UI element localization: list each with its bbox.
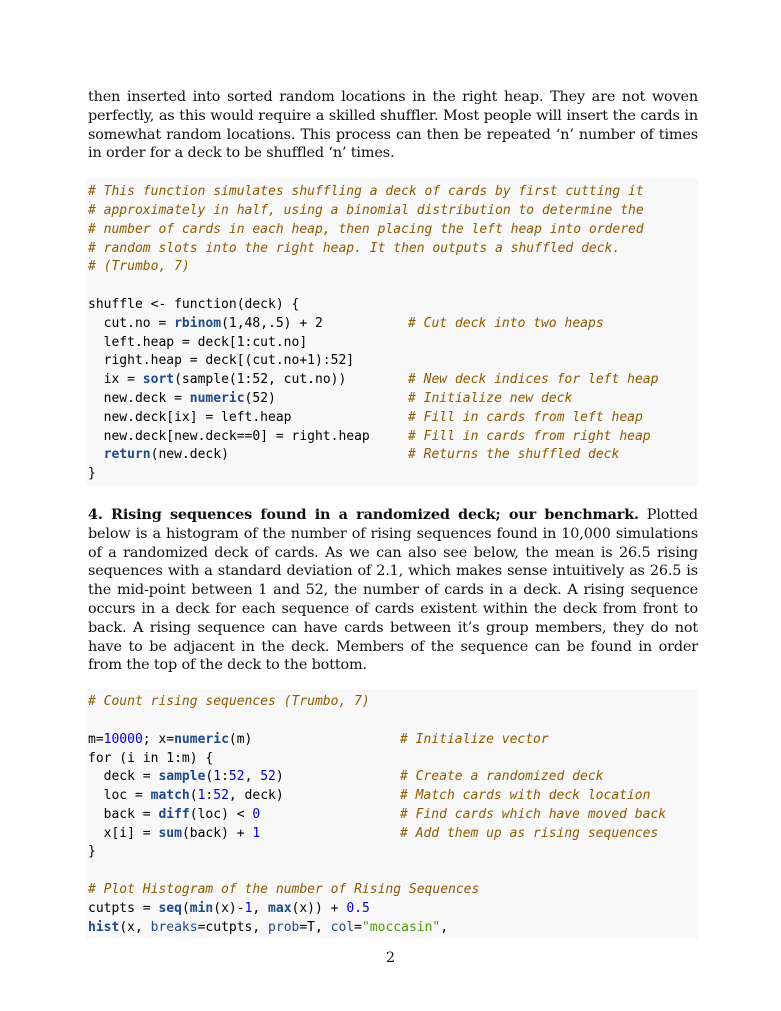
code1-comment-1: # This function simulates shuffling a deck of cards by first cutting it bbox=[88, 184, 644, 200]
code2-line-4: loc = match(1:52, deck) # Match cards with deck location bbox=[88, 787, 698, 806]
code1-line-args: (52) bbox=[244, 390, 276, 406]
code1-line-comment: # Fill in cards from right heap bbox=[408, 428, 651, 444]
code1-line-comment: # Returns the shuffled deck bbox=[408, 447, 620, 463]
code2-line-3-comment: # Create a randomized deck bbox=[400, 769, 604, 785]
code1-comment-2: # approximately in half, using a binomial distribution to determine the bbox=[88, 202, 644, 218]
code1-line-comment: # New deck indices for left heap bbox=[408, 372, 659, 388]
code2-line-1-comment: # Initialize vector bbox=[400, 731, 549, 747]
code2-line-4-comment: # Match cards with deck location bbox=[400, 788, 651, 804]
code2-line-2: for (i in 1:m) { bbox=[88, 750, 214, 766]
section4-heading: 4. Rising sequences found in a randomized deck; our benchmark. bbox=[88, 505, 639, 523]
code1-line-comment: # Initialize new deck bbox=[408, 390, 573, 406]
moccasin-string: "moccasin" bbox=[361, 919, 441, 935]
code1-line-args: (new.deck) bbox=[150, 447, 229, 463]
code1-func-def: shuffle <- function(deck) { bbox=[88, 296, 300, 312]
code1-line-function: numeric bbox=[189, 390, 245, 406]
code1-body bbox=[88, 315, 698, 465]
code1-closing: } bbox=[88, 466, 96, 482]
code1-line bbox=[88, 390, 698, 409]
code1-comment-5: # (Trumbo, 7) bbox=[88, 259, 190, 275]
code2-blank-1 bbox=[88, 712, 698, 731]
code2-line-5-comment: # Find cards which have moved back bbox=[400, 806, 667, 822]
code1-line-prefix: right.heap = deck[(cut.no+1):52] bbox=[88, 353, 355, 369]
page-number: 2 bbox=[385, 950, 396, 966]
code2-title-comment: # Count rising sequences (Trumbo, 7) bbox=[88, 694, 370, 710]
code1-line-args: (sample(1:52, cut.no)) bbox=[174, 372, 347, 388]
section4-text: Plotted below is a histogram of the number of rising sequences found in 10,000 simulations of a randomized deck of cards. As we can also see below, the mean is 26.5 rising sequences with a standard deviation of 2.1, which makes sense intuitively as 26.5 is the mid-point between 1 and 52, the number of cards in a deck. A rising sequence occurs in a deck for each sequence of cards existent within the deck from front to back. A rising sequence can have cards between it’s group members, they do not have to be adjacent in the deck. Members of the sequence can be found in order from the top of the deck to the bottom. bbox=[88, 506, 698, 674]
code1-line bbox=[88, 334, 698, 353]
code2-line-hist: hist(x, breaks=cutpts, prob=T, col="moccasin", bbox=[88, 919, 449, 935]
code1-line bbox=[88, 409, 698, 428]
code1-line-prefix: new.deck[new.deck==0] = right.heap bbox=[88, 428, 370, 444]
code2-line-cutpts: cutpts = seq(min(x)-1, max(x)) + 0.5 bbox=[88, 900, 370, 916]
shuffle-code-block bbox=[86, 179, 698, 486]
code1-blank bbox=[88, 277, 698, 296]
code1-line-prefix bbox=[88, 447, 104, 462]
code1-comment-3: # number of cards in each heap, then placing the left heap into ordered bbox=[88, 221, 644, 237]
code1-line-prefix: new.deck = bbox=[88, 390, 190, 406]
code1-line-function: sort bbox=[142, 372, 175, 388]
code1-comment-4: # random slots into the right heap. It then outputs a shuffled deck. bbox=[88, 240, 621, 256]
code1-line bbox=[88, 428, 698, 447]
intro-paragraph: then inserted into sorted random locations in the right heap. They are not woven perfectly, as this would require a skilled shuffler. Most people will insert the cards in somewhat random locations. This process can then be repeated ‘n’ number of times in order for a deck to be shuffled ‘n’ times. bbox=[88, 89, 698, 162]
code1-line-comment: # Fill in cards from left heap bbox=[408, 409, 643, 425]
code1-line bbox=[88, 371, 698, 390]
code2-line-6: x[i] = sum(back) + 1 # Add them up as rising sequences bbox=[88, 825, 698, 844]
code2-line-3: deck = sample(1:52, 52) # Create a randomized deck bbox=[88, 768, 698, 787]
code1-line-prefix: ix = bbox=[88, 372, 143, 388]
code1-line-comment: # Cut deck into two heaps bbox=[408, 315, 604, 331]
code1-line-function: return bbox=[103, 447, 151, 463]
code1-line-prefix: left.heap = deck[1:cut.no] bbox=[88, 334, 308, 350]
section4-paragraph bbox=[88, 506, 698, 675]
code2-plot-comment: # Plot Histogram of the number of Rising Sequences bbox=[88, 882, 480, 898]
code2-line-6-comment: # Add them up as rising sequences bbox=[400, 825, 659, 841]
page-content bbox=[88, 88, 698, 939]
code1-line bbox=[88, 352, 698, 371]
rising-sequences-code-block bbox=[86, 689, 698, 939]
code1-line bbox=[88, 315, 698, 334]
code1-line bbox=[88, 446, 698, 465]
code2-line-7: } bbox=[88, 844, 96, 860]
code1-line-function: rbinom bbox=[174, 315, 222, 331]
code2-line-5: back = diff(loc) < 0 # Find cards which have moved back bbox=[88, 806, 698, 825]
code1-line-prefix: cut.no = bbox=[88, 315, 175, 331]
code1-line-prefix: new.deck[ix] = left.heap bbox=[88, 409, 292, 425]
code1-line-args: (1,48,.5) + 2 bbox=[221, 315, 323, 331]
code2-blank-2 bbox=[88, 862, 698, 881]
code2-line-1: m=10000; x=numeric(m) # Initialize vector bbox=[88, 731, 698, 750]
